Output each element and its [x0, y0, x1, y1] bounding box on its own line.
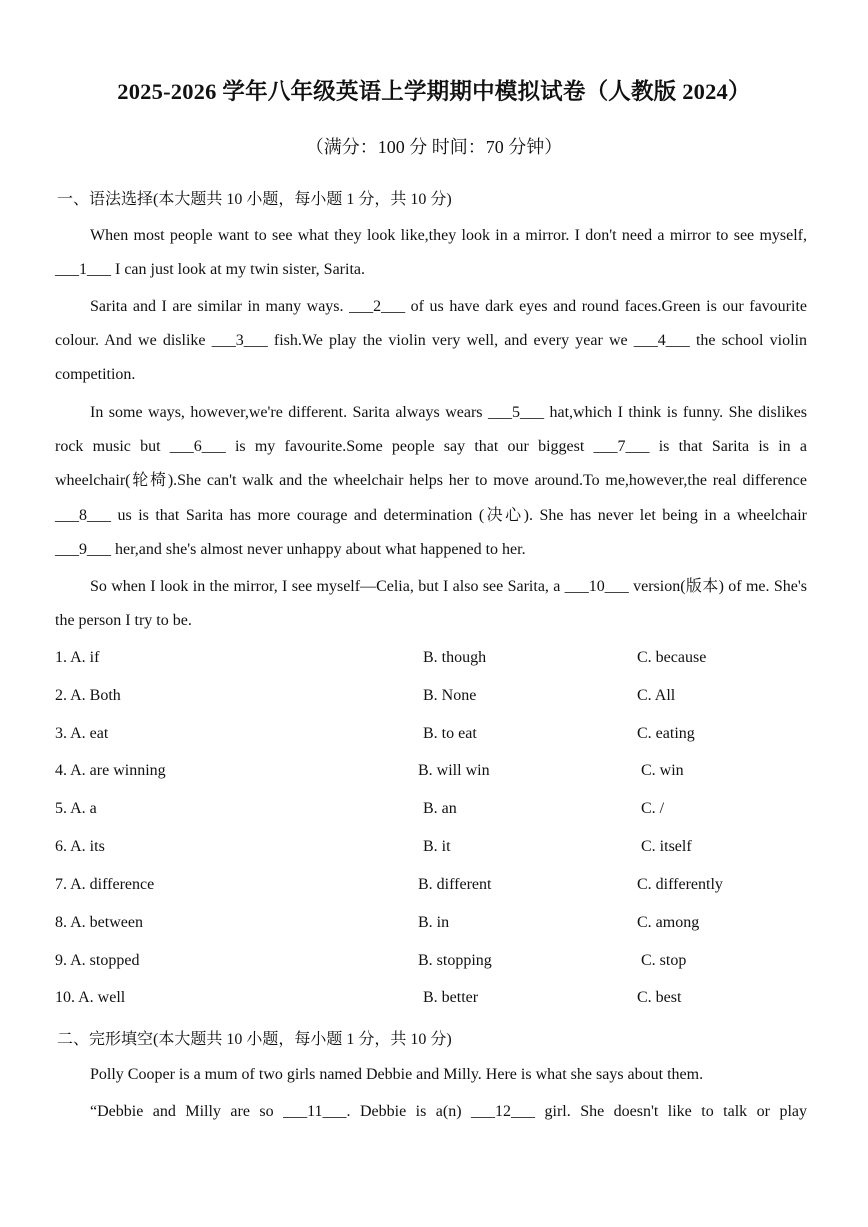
passage-paragraph: So when I look in the mirror, I see myself—Celia, but I also see Sarita, a ___10___ version(版本) of me. She's the person I try to be. — [55, 578, 807, 630]
option-b: B. an — [423, 800, 457, 817]
question-options-4 — [55, 762, 815, 786]
option-a: 6. A. its — [55, 838, 105, 855]
question-options-7 — [55, 876, 815, 900]
option-c: C. differently — [637, 876, 723, 893]
option-b: B. will win — [418, 762, 490, 779]
option-a: 7. A. difference — [55, 876, 155, 893]
question-options-10 — [55, 989, 815, 1013]
option-b: B. it — [423, 838, 451, 855]
option-b: B. None — [423, 687, 477, 704]
section-heading-cloze: 二、完形填空(本大题共 10 小题，每小题 1 分，共 10 分) — [57, 1031, 452, 1048]
option-a: 2. A. Both — [55, 687, 121, 704]
exam-info: （满分：100 分 时间：70 分钟） — [305, 137, 563, 157]
passage-paragraph: Polly Cooper is a mum of two girls named Debbie and Milly. Here is what she says about them. — [90, 1066, 704, 1083]
option-b: B. different — [418, 876, 492, 893]
option-a: 1. A. if — [55, 649, 100, 666]
option-c: C. best — [637, 989, 682, 1006]
question-options-9 — [55, 952, 815, 976]
section-heading-grammar: 一、语法选择(本大题共 10 小题，每小题 1 分，共 10 分) — [57, 191, 452, 208]
option-c: C. / — [641, 800, 665, 817]
question-options-5 — [55, 800, 815, 824]
option-a: 3. A. eat — [55, 725, 109, 742]
option-a: 8. A. between — [55, 914, 143, 931]
question-options-1 — [55, 649, 815, 673]
passage-paragraph: When most people want to see what they look like,they look in a mirror. I don't need a mirror to see myself, ___1___ I can just look at my twin sister, Sarita. — [55, 227, 807, 279]
question-options-3 — [55, 725, 815, 749]
option-b: B. though — [423, 649, 487, 666]
option-a: 4. A. are winning — [55, 762, 166, 779]
option-a: 5. A. a — [55, 800, 97, 817]
option-c: C. win — [641, 762, 684, 779]
option-c: C. among — [637, 914, 700, 931]
question-options-8 — [55, 914, 815, 938]
option-c: C. stop — [641, 952, 687, 969]
question-options-2 — [55, 687, 815, 711]
option-c: C. All — [637, 687, 676, 704]
option-b: B. better — [423, 989, 479, 1006]
option-c: C. itself — [641, 838, 692, 855]
option-a: 9. A. stopped — [55, 952, 140, 969]
option-b: B. to eat — [423, 725, 477, 742]
passage-paragraph: “Debbie and Milly are so ___11___. Debbie is a(n) ___12___ girl. She doesn't like to talk or play — [90, 1103, 807, 1120]
page-title: 2025-2026 学年八年级英语上学期期中模拟试卷（人教版 2024） — [117, 79, 751, 104]
option-b: B. stopping — [418, 952, 492, 969]
question-options-6 — [55, 838, 815, 862]
passage-paragraph: In some ways, however,we're different. Sarita always wears ___5___ hat,which I think is funny. She dislikes rock music but ___6___ is my favourite.Some people say that our biggest ___7___ is that Sarita is in a wheelchair(轮椅).She can't walk and the wheelchair helps her to move around.To me,however,the real difference ___8___ us is that Sarita has more courage and determination (决心). She has never let being in a wheelchair ___9___ her,and she's almost never unhappy about what happened to her. — [55, 404, 807, 558]
option-c: C. because — [637, 649, 707, 666]
option-c: C. eating — [637, 725, 695, 742]
option-b: B. in — [418, 914, 450, 931]
option-a: 10. A. well — [55, 989, 126, 1006]
passage-paragraph: Sarita and I are similar in many ways. ___2___ of us have dark eyes and round faces.Green is our favourite colour. And we dislike ___3___ fish.We play the violin very well, and every year we ___4___ the school violin competition. — [55, 298, 807, 384]
